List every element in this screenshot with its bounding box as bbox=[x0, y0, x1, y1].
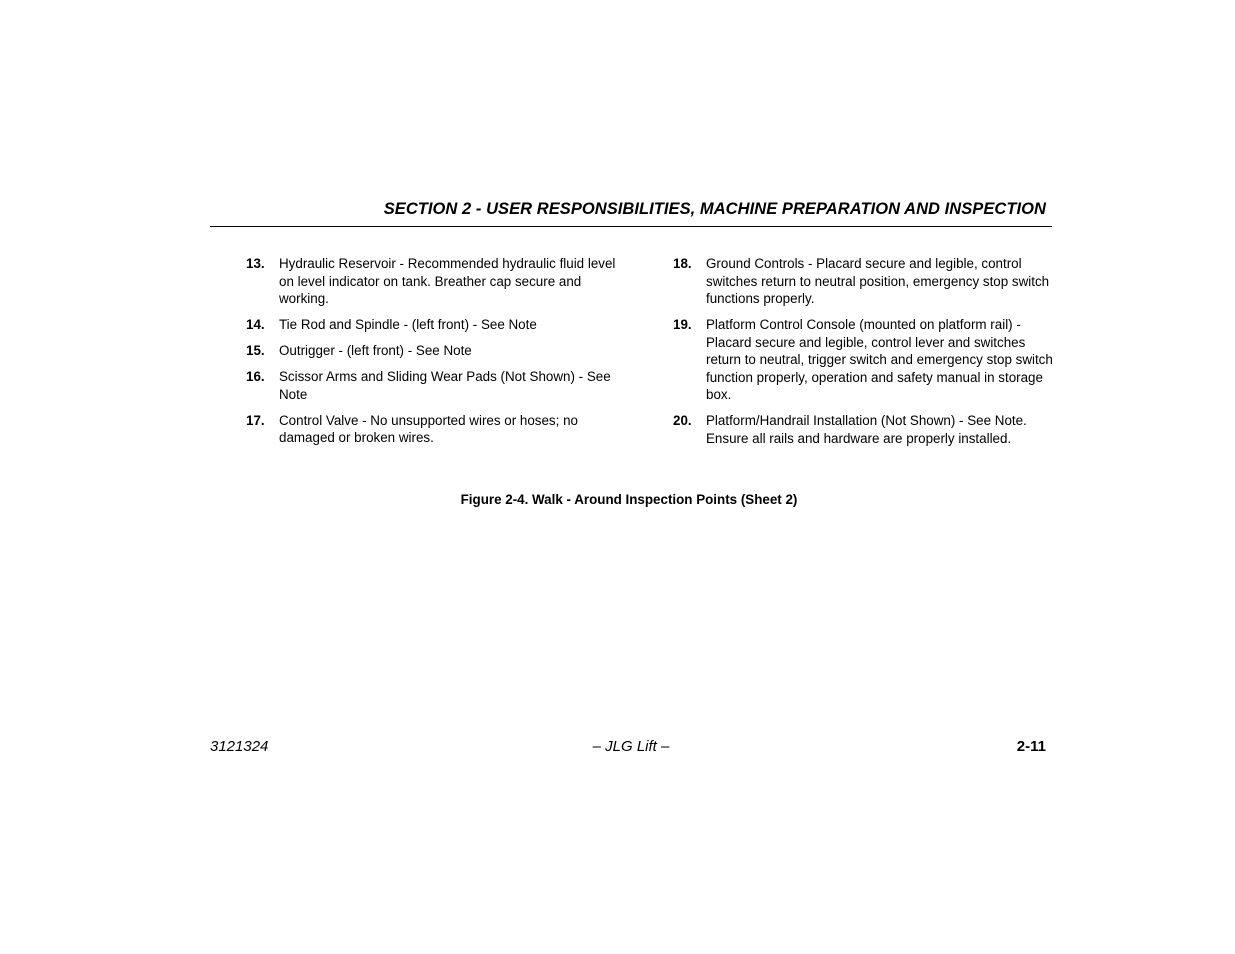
item-number: 15. bbox=[246, 343, 265, 359]
header-divider bbox=[210, 226, 1052, 227]
item-text: Hydraulic Reservoir - Recommended hydraulic fluid level on level indicator on tank. Breather cap secure and working. bbox=[279, 256, 616, 306]
right-item-list bbox=[673, 255, 1058, 456]
section-title: SECTION 2 - USER RESPONSIBILITIES, MACHINE PREPARATION AND INSPECTION bbox=[383, 200, 1046, 218]
list-item bbox=[246, 255, 616, 308]
document-number: 3121324 bbox=[210, 738, 269, 755]
list-item bbox=[246, 368, 616, 403]
item-text: Tie Rod and Spindle - (left front) - See Note bbox=[279, 317, 537, 333]
list-item bbox=[246, 412, 616, 447]
page-number: 2-11 bbox=[1016, 738, 1046, 755]
item-number: 18. bbox=[673, 256, 692, 271]
left-item-list bbox=[246, 255, 616, 455]
item-number: 20. bbox=[673, 413, 692, 429]
list-item bbox=[673, 316, 1058, 404]
item-text: Ground Controls - Placard secure and legible, control switches return to neutral position, emergency stop switch functions properly. bbox=[706, 256, 1050, 306]
footer-publisher: – JLG Lift – bbox=[592, 738, 670, 755]
list-item bbox=[673, 255, 1058, 308]
list-item bbox=[246, 342, 616, 360]
item-number: 19. bbox=[673, 317, 692, 333]
item-text: Platform/Handrail Installation (Not Shown) - See Note. Ensure all rails and hardware are properly installed. bbox=[706, 413, 1027, 446]
list-item bbox=[246, 316, 616, 334]
item-number: 14. bbox=[246, 317, 265, 333]
figure-caption: Figure 2-4. Walk - Around Inspection Points (Sheet 2) bbox=[460, 492, 798, 507]
item-text: Outrigger - (left front) - See Note bbox=[279, 343, 472, 359]
list-item bbox=[673, 412, 1058, 447]
item-number: 17. bbox=[246, 412, 265, 428]
item-number: 13. bbox=[246, 256, 265, 271]
item-number: 16. bbox=[246, 369, 265, 385]
item-text: Control Valve - No unsupported wires or hoses; no damaged or broken wires. bbox=[279, 412, 578, 446]
item-text: Platform Control Console (mounted on platform rail) - Placard secure and legible, control lever and switches return to neutral, trigger switch and emergency stop switch function properly, operation and safety manual in storage box. bbox=[706, 317, 1053, 403]
item-text: Scissor Arms and Sliding Wear Pads (Not Shown) - See Note bbox=[279, 369, 611, 402]
